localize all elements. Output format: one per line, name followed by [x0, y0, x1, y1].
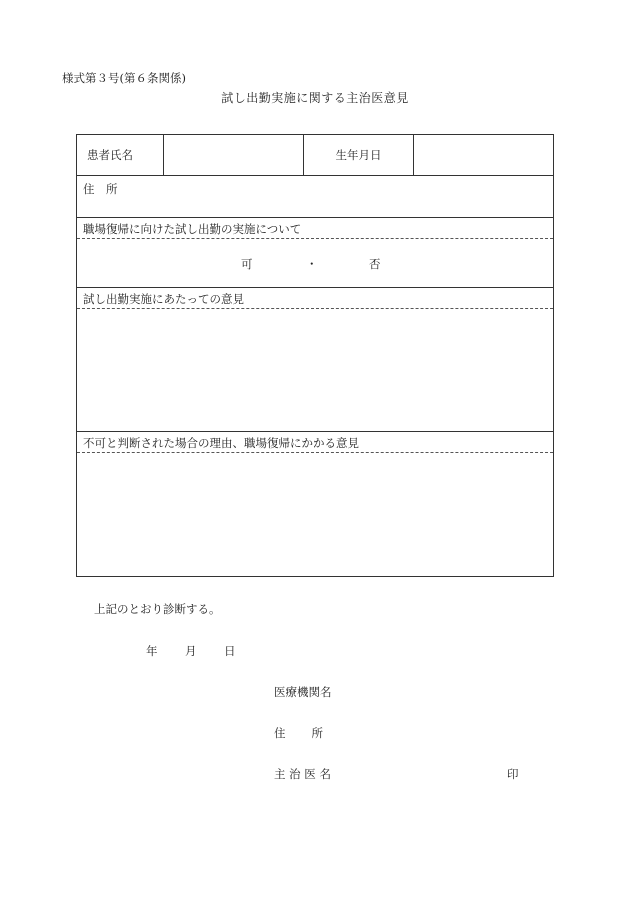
return-to-work-answer-row: [77, 238, 553, 288]
option-no[interactable]: 否: [369, 257, 381, 271]
opinion-text-area[interactable]: [77, 308, 553, 432]
birthdate-label: 生年月日: [335, 148, 382, 162]
opinion-label: 試し出勤実施にあたっての意見: [83, 292, 244, 306]
birthdate-field[interactable]: [413, 135, 553, 175]
institution-label: 医療機関名: [274, 685, 332, 699]
reason-text-area[interactable]: [77, 452, 553, 576]
birthdate-label-cell: [303, 135, 413, 175]
opinion-header: [77, 288, 553, 308]
doctor-name-label: 主 治 医 名: [274, 767, 331, 781]
return-to-work-label: 職場復帰に向けた試し出勤の実施について: [83, 222, 302, 236]
reason-header: [77, 432, 553, 452]
year-label: 年: [146, 644, 158, 658]
option-separator: ・: [306, 257, 318, 271]
patient-name-field[interactable]: [163, 135, 303, 175]
option-yes[interactable]: 可: [241, 257, 253, 271]
patient-name-label-cell: [77, 135, 163, 175]
form-number: 様式第３号(第６条関係): [62, 71, 186, 85]
patient-info-row: [77, 135, 553, 176]
return-to-work-header: [77, 218, 553, 238]
month-label: 月: [185, 644, 197, 658]
form-title: 試し出勤実施に関する主治医意見: [221, 91, 409, 105]
opinion-form-table: [76, 134, 554, 577]
seal-label: 印: [507, 767, 519, 781]
signature-address-label: 住 所: [274, 726, 324, 740]
patient-name-label: 患者氏名: [87, 148, 133, 162]
day-label: 日: [224, 644, 236, 658]
diagnosis-statement: 上記のとおり診断する。: [94, 602, 221, 616]
address-row[interactable]: [77, 176, 553, 218]
reason-label: 不可と判断された場合の理由、職場復帰にかかる意見: [83, 436, 359, 450]
address-label: 住 所: [83, 182, 118, 196]
